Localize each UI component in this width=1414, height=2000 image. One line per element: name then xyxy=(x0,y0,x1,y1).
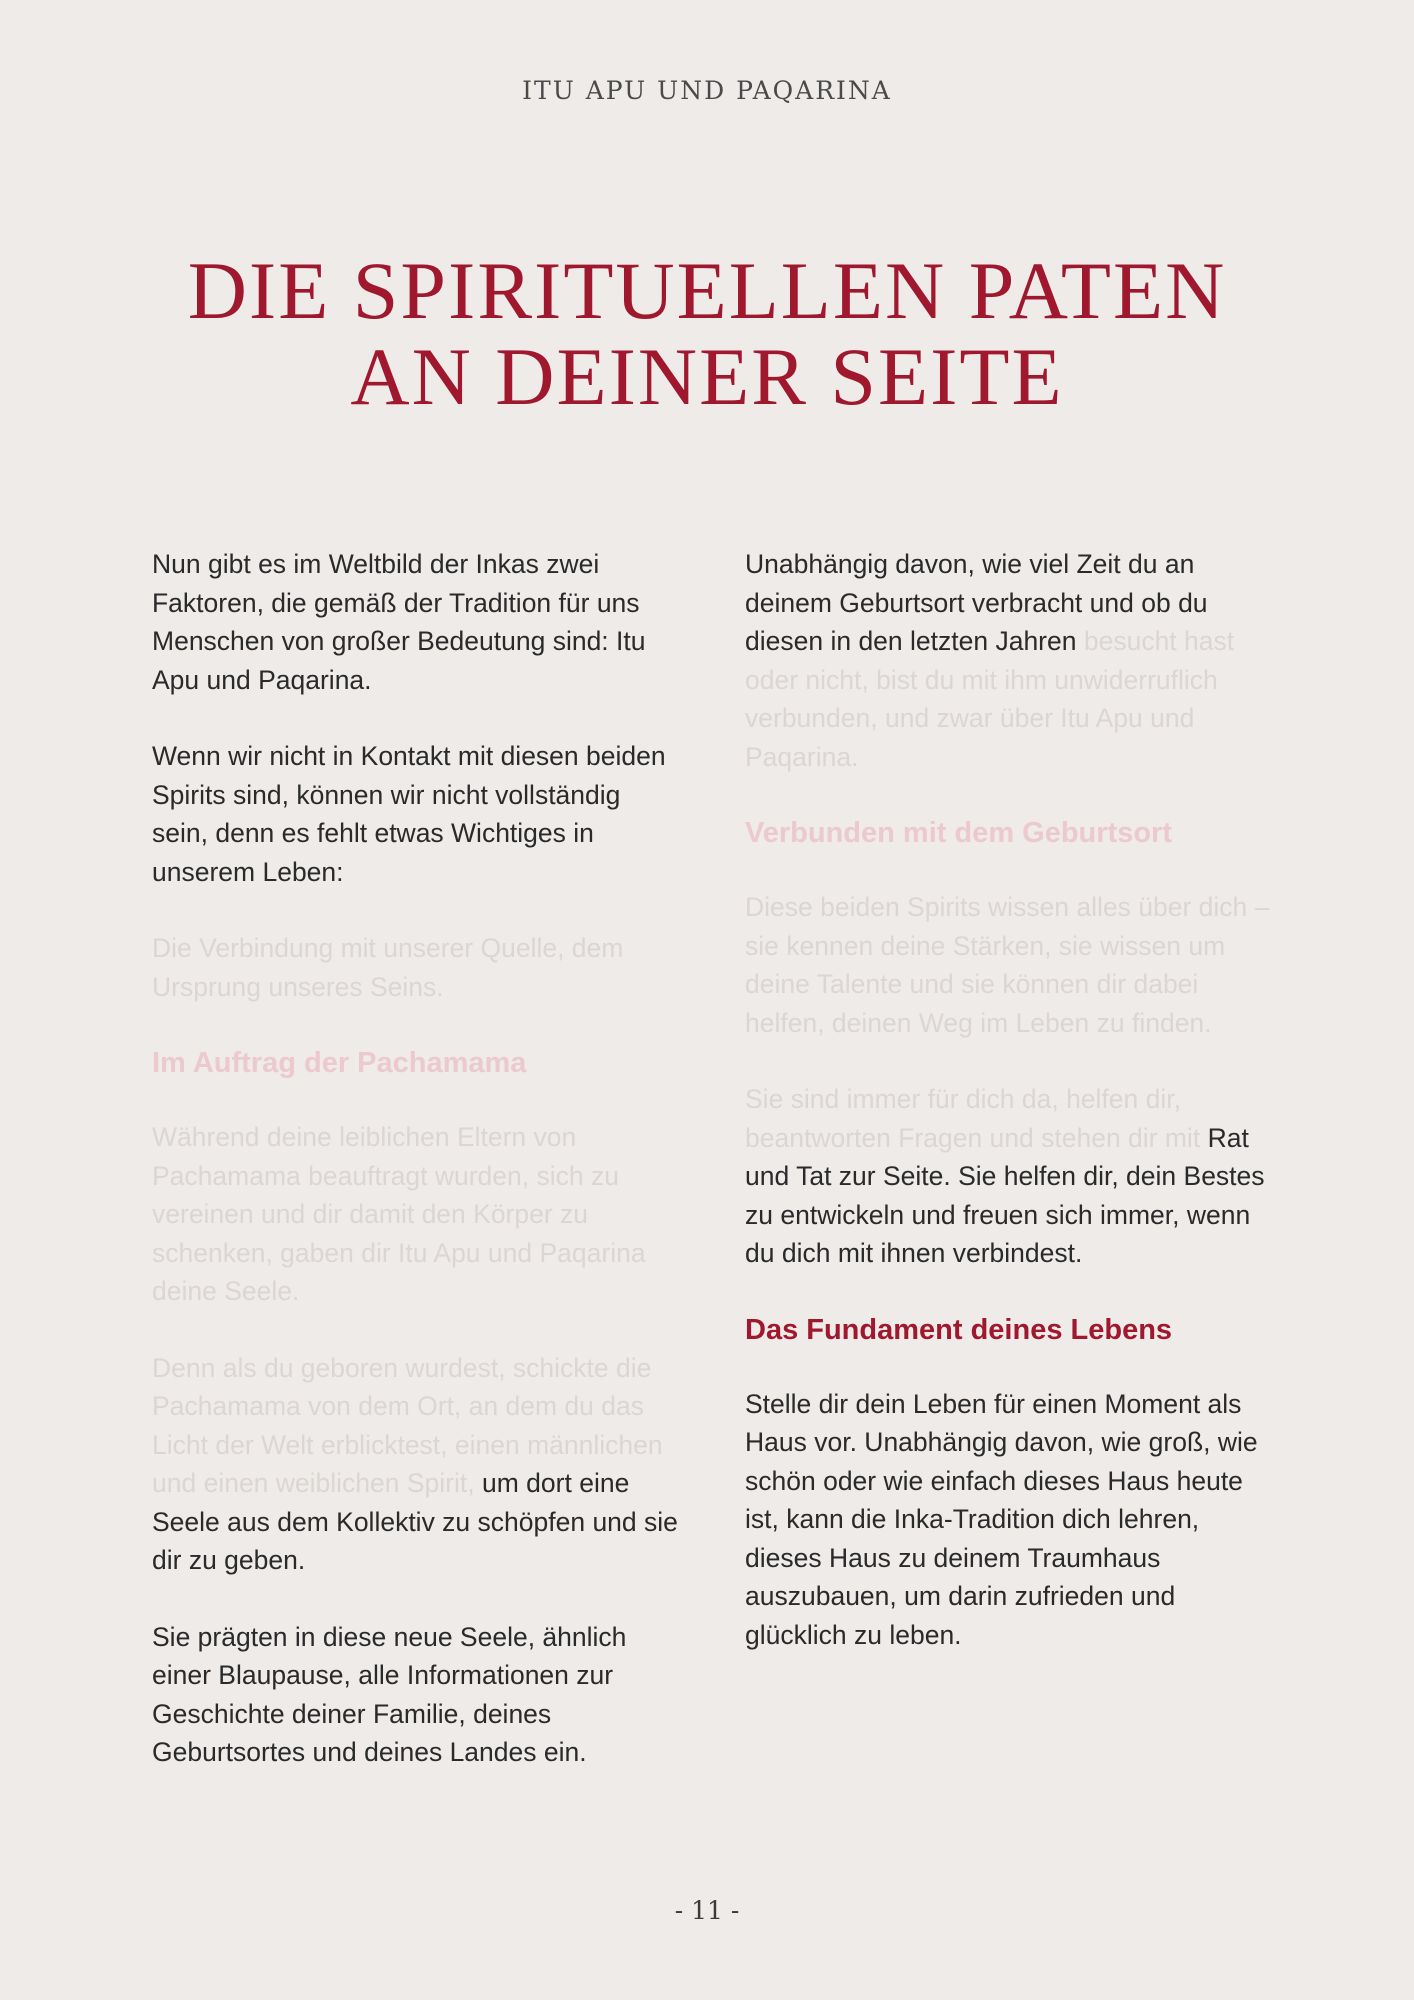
section-heading-fundament: Das Fundament deines Lebens xyxy=(745,1313,1173,1346)
right-paragraph-2: Diese beiden Spirits wissen alles über dich – sie kennen deine Stärken, sie wissen um deine Talente und sie können dir dabei helfen, deinen Weg im Leben zu finden. xyxy=(745,892,1270,1038)
left-paragraph-5-faded: Denn als du geboren wurdest, schickte die Pachamama von dem Ort, an dem du das Licht der Welt erblicktest, einen männlichen und einen weiblichen Spirit, xyxy=(152,1352,663,1498)
right-paragraph-1-faded: besucht hast oder nicht, bist du mit ihm unwiderruflich verbunden, und zwar über Itu Apu und Paqarina. xyxy=(745,626,1235,772)
right-paragraph-1 xyxy=(745,545,1275,776)
left-paragraph-5 xyxy=(152,1349,682,1580)
left-paragraph-6: Sie prägten in diese neue Seele, ähnlich einer Blaupause, alle Informationen zur Geschichte deiner Familie, deines Geburtsortes und deines Landes ein. xyxy=(152,1621,627,1767)
section-heading-pachamama: Im Auftrag der Pachamama xyxy=(152,1047,527,1079)
right-paragraph-1-visible: Unabhängig davon, wie viel Zeit du an deinem Geburtsort verbracht und ob du diesen in den letzten Jahren xyxy=(745,549,1208,656)
right-paragraph-3 xyxy=(745,1080,1275,1273)
section-heading-geburtsort: Verbunden mit dem Geburtsort xyxy=(745,817,1172,849)
left-column xyxy=(152,545,682,1810)
left-paragraph-3: Die Verbindung mit unserer Quelle, dem Ursprung unseres Seins. xyxy=(152,933,624,1002)
right-column xyxy=(745,545,1275,1692)
right-paragraph-3-visible: Rat und Tat zur Seite. Sie helfen dir, dein Bestes zu entwickeln und freuen sich immer, wenn du dich mit ihnen verbindest. xyxy=(745,1122,1265,1268)
left-paragraph-2: Wenn wir nicht in Kontakt mit diesen beiden Spirits sind, können wir nicht vollständig sein, denn es fehlt etwas Wichtiges in unserem Leben: xyxy=(152,741,666,887)
running-head: ITU APU UND PAQARINA xyxy=(522,76,892,105)
page-title xyxy=(0,245,1414,422)
right-paragraph-3-faded: Sie sind immer für dich da, helfen dir, beantworten Fragen und stehen dir mit xyxy=(745,1084,1201,1153)
right-paragraph-4: Stelle dir dein Leben für einen Moment als Haus vor. Unabhängig davon, wie groß, wie schön oder wie einfach dieses Haus heute ist, kann die Inka-Tradition dich lehren, dieses Haus zu deinem Traumhaus auszubauen, um darin zufrieden und glücklich zu leben. xyxy=(745,1388,1258,1650)
left-paragraph-4: Während deine leiblichen Eltern von Pachamama beauftragt wurden, sich zu vereinen und dir damit den Körper zu schenken, gaben dir Itu Apu und Paqarina deine Seele. xyxy=(152,1122,646,1306)
left-paragraph-1: Nun gibt es im Weltbild der Inkas zwei Faktoren, die gemäß der Tradition für uns Menschen von großer Bedeutung sind: Itu Apu und Paqarina. xyxy=(152,549,646,695)
page-number: - 11 - xyxy=(674,1896,740,1925)
left-paragraph-5-visible: um dort eine Seele aus dem Kollektiv zu schöpfen und sie dir zu geben. xyxy=(152,1468,678,1575)
title-line-2: AN DEINER SEITE xyxy=(350,331,1064,422)
title-line-1: DIE SPIRITUELLEN PATEN xyxy=(187,245,1227,336)
